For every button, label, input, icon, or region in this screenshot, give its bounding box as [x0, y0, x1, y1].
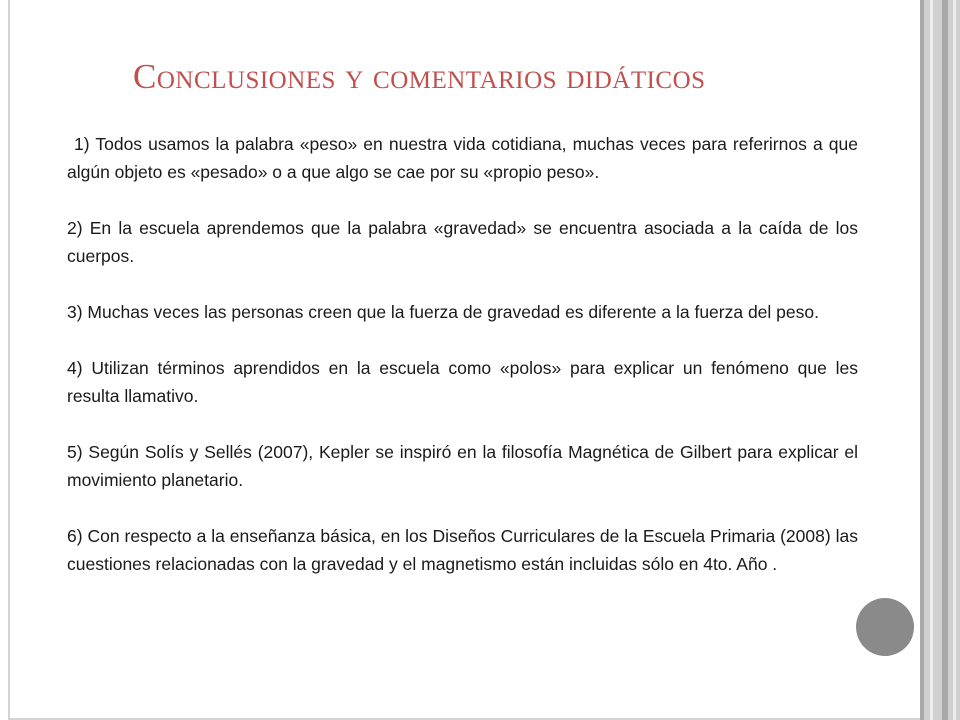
decorative-circle-marker: [856, 598, 914, 656]
conclusion-paragraph-1: 1) Todos usamos la palabra «peso» en nuestra vida cotidiana, muchas veces para referirnos a que algún objeto es «pesado» o a que algo se cae por su «propio peso».: [67, 134, 858, 182]
conclusion-paragraph-5: 5) Según Solís y Sellés (2007), Kepler se inspiró en la filosofía Magnética de Gilbert para explicar el movimiento planetario.: [67, 442, 858, 490]
conclusion-paragraph-6: 6) Con respecto a la enseñanza básica, en los Diseños Curriculares de la Escuela Primaria (2008) las cuestiones relacionadas con la gravedad y el magnetismo están incluidas sólo en 4to. Año .: [67, 526, 858, 574]
side-panel-stripe: [953, 0, 956, 720]
side-panel-stripe: [942, 0, 948, 720]
slide-title: Conclusiones y comentarios didáticos: [133, 57, 706, 96]
side-panel-stripe: [920, 0, 924, 720]
slide-content: [67, 130, 858, 606]
conclusion-paragraph-3: 3) Muchas veces las personas creen que la fuerza de gravedad es diferente a la fuerza del peso.: [67, 302, 819, 322]
conclusion-paragraph-2: 2) En la escuela aprendemos que la palabra «gravedad» se encuentra asociada a la caída de los cuerpos.: [67, 218, 858, 266]
side-panel-stripe: [930, 0, 933, 720]
slide-frame-left-line: [8, 0, 10, 720]
conclusion-paragraph-4: 4) Utilizan términos aprendidos en la escuela como «polos» para explicar un fenómeno que les resulta llamativo.: [67, 358, 858, 406]
decorative-side-panel: [920, 0, 960, 720]
